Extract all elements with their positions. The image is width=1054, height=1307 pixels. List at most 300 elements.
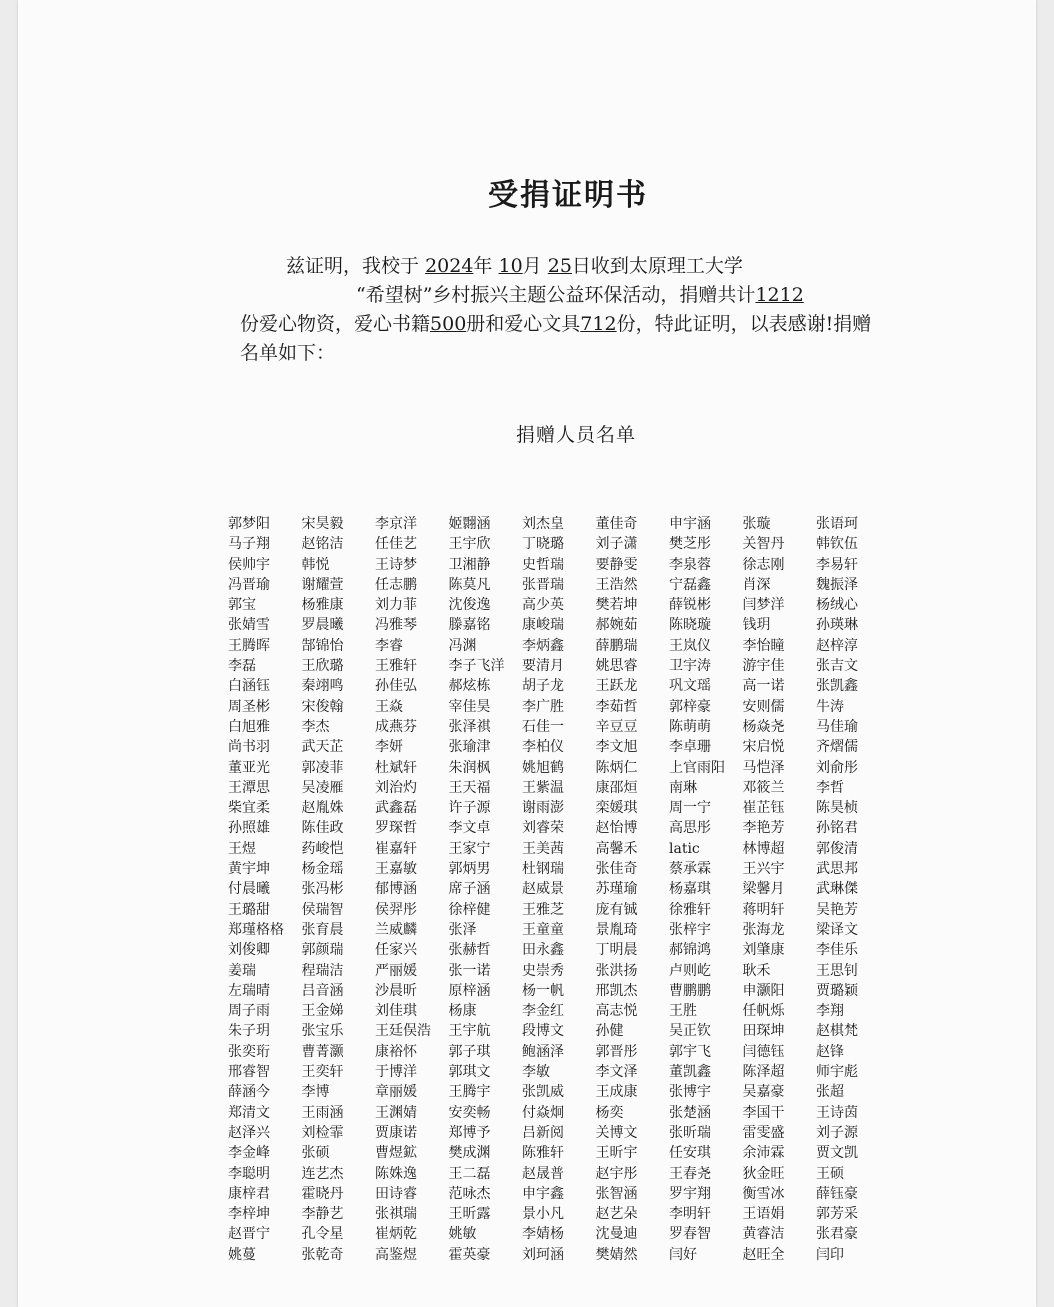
donor-name: 赵晋宁	[228, 1226, 270, 1243]
donor-name: 魏振泽	[816, 576, 858, 593]
donor-name: 闫德钰	[742, 1043, 785, 1060]
donor-name: 侯瑞智	[301, 901, 344, 918]
donor-name: 牛涛	[816, 698, 844, 715]
donor-name: 张一诺	[448, 962, 491, 979]
donor-name: 康邵烜	[595, 779, 638, 796]
donor-name: 李杰	[301, 718, 330, 735]
donor-name: 蔡承霖	[669, 861, 711, 878]
donor-name: 樊成渊	[448, 1145, 491, 1162]
donation-year: 2024	[425, 255, 474, 277]
donor-name: 李佳乐	[816, 942, 858, 959]
donor-name: 辛豆豆	[595, 718, 638, 735]
donor-name: 李静艺	[301, 1206, 344, 1223]
donor-name: 庞有铖	[595, 901, 638, 918]
donor-name: 冯雅琴	[375, 617, 417, 634]
donor-name: 姚旭鹤	[522, 759, 564, 776]
donor-name: 要清月	[522, 658, 564, 675]
donor-name: 赵泽兴	[228, 1124, 270, 1141]
donor-name: 闫好	[669, 1246, 697, 1263]
donor-name: 姜瑞	[228, 962, 256, 979]
para-after-total: 份爱心物资，爱心书籍	[240, 313, 431, 335]
donor-name: 康峻瑞	[522, 617, 564, 634]
donor-name: 贾康诺	[375, 1124, 417, 1141]
donor-name: 樊芝彤	[669, 536, 711, 553]
donation-month: 10	[498, 255, 523, 277]
donor-name: 郭芳采	[816, 1206, 858, 1223]
donor-name: 高馨禾	[595, 840, 638, 857]
donor-name: 郑清文	[228, 1104, 270, 1121]
donor-name: 安奕畅	[448, 1104, 491, 1121]
donor-name: 王嘉敏	[375, 861, 417, 878]
para-ending: 份，特此证明，以表感谢!捐赠名单如下：	[240, 313, 872, 364]
donor-name: 石佳一	[522, 718, 564, 735]
donor-name: 王诗茵	[816, 1104, 858, 1121]
donor-name: 赵梓淳	[816, 637, 858, 654]
donor-name: 李文卓	[448, 820, 491, 837]
donor-name: 刘子源	[816, 1124, 858, 1141]
donor-name: 任安琪	[669, 1145, 711, 1162]
donor-name: 罗春智	[669, 1226, 711, 1243]
donor-name: 王家宁	[448, 840, 491, 857]
donor-name: 刘子潇	[595, 536, 638, 553]
donor-name: 王天福	[448, 779, 491, 796]
donor-name: 罗晨曦	[301, 617, 344, 634]
donor-name: 李国干	[742, 1104, 785, 1121]
donor-name: 宋昊毅	[301, 516, 344, 532]
donor-name: 邢睿智	[228, 1064, 270, 1081]
donor-name: 杨奕	[595, 1104, 624, 1121]
donor-name: 张梓宇	[669, 921, 711, 938]
donor-name: 苏瑾瑜	[595, 881, 638, 898]
donor-name: 张语珂	[816, 516, 858, 532]
donor-name: 王浩然	[595, 576, 638, 593]
donor-name: 安则儒	[742, 698, 785, 715]
donor-name: 林博超	[742, 840, 785, 857]
donor-name: 范咏杰	[448, 1185, 491, 1202]
donor-name: 南琳	[669, 779, 697, 796]
donor-name: 孙照雄	[228, 820, 270, 837]
donor-name: 郜锦怡	[301, 637, 344, 654]
donor-name: 曹煜鉱	[375, 1145, 417, 1162]
donor-name: 周圣彬	[228, 698, 270, 715]
page-title: 受捐证明书	[488, 178, 648, 213]
donor-name: 任帆烁	[742, 1003, 785, 1020]
donor-name: 郭炳男	[448, 861, 491, 878]
donor-name: 杨康	[448, 1003, 477, 1020]
donor-name: 张乾奇	[301, 1246, 344, 1263]
donor-name: 武天芷	[301, 739, 344, 756]
donor-name: 侯羿彤	[375, 901, 417, 918]
donor-name: 樊婧然	[595, 1246, 638, 1263]
donor-name: 张奕珩	[228, 1043, 270, 1060]
donor-name: 赵铭洁	[301, 536, 344, 553]
donor-name: 齐熠儒	[816, 739, 858, 756]
donor-name: 李聪明	[228, 1165, 270, 1182]
donor-name: 吴正钦	[669, 1023, 711, 1040]
donor-name: 刘肇康	[742, 942, 785, 959]
donor-name: 程瑞洁	[301, 962, 344, 979]
donor-name: 沈曼迪	[595, 1226, 638, 1243]
donor-name: 田琛坤	[742, 1023, 785, 1040]
donor-name: 陈佳政	[301, 820, 344, 837]
donor-name: 李子飞洋	[448, 658, 505, 675]
donor-name: 赵锋	[816, 1043, 844, 1060]
donor-name: 闫梦洋	[742, 597, 785, 614]
donor-name: 郝锦鸿	[669, 942, 711, 959]
donor-name: 景小凡	[522, 1206, 564, 1223]
donor-name: 邢凯杰	[595, 982, 638, 999]
donor-name: 邓筱兰	[742, 779, 785, 796]
donor-name: 王雅轩	[375, 658, 417, 675]
donor-name: 黄宇坤	[228, 861, 270, 878]
donor-name: 郝婉茹	[595, 617, 638, 634]
donor-name: 李妍	[375, 739, 403, 756]
donor-name: 姚蔓	[228, 1246, 256, 1263]
donor-name: 王成康	[595, 1084, 638, 1101]
donor-name: 宰佳昊	[448, 698, 491, 715]
donor-name: 白旭雅	[228, 718, 270, 735]
donor-name: 宋俊翰	[301, 698, 344, 715]
donor-name: 兰威麟	[375, 921, 417, 938]
donor-name: 田永鑫	[522, 942, 564, 959]
donor-name: 张泽	[448, 921, 477, 938]
donor-name: 史崇秀	[522, 962, 564, 979]
donor-name: 刘珂涵	[522, 1246, 564, 1263]
donor-name: 赵宇彤	[595, 1165, 638, 1182]
donor-name: 张泽祺	[448, 718, 491, 735]
donor-name: 耿禾	[742, 962, 771, 979]
donor-name: 王诗梦	[375, 556, 417, 573]
donor-name: 刘俞彤	[816, 759, 858, 776]
donor-name: 王欣璐	[301, 658, 344, 675]
donor-name: 杜斌轩	[375, 759, 417, 776]
donor-name: 李卓珊	[669, 739, 711, 756]
donor-name: 关博文	[595, 1124, 638, 1141]
donor-name: 贾璐颖	[816, 982, 858, 999]
donor-name: 申宇涵	[669, 516, 711, 532]
donor-name: 李明轩	[669, 1206, 711, 1223]
donor-name: 吴凌雁	[301, 779, 344, 796]
donor-name: 郑瑾格格	[228, 921, 284, 938]
donor-name: 贾文凯	[816, 1145, 858, 1162]
donor-name: 孙健	[595, 1023, 624, 1040]
donor-name: 赵旺全	[742, 1246, 785, 1263]
donor-name: 王昕露	[448, 1206, 491, 1223]
donor-name: 张冯彬	[301, 881, 344, 898]
donor-name: 王奕轩	[301, 1064, 344, 1081]
donor-name: 李梓坤	[228, 1206, 270, 1223]
donor-name: 卫湘静	[448, 556, 491, 573]
donor-name: 王宇航	[448, 1023, 491, 1040]
donor-name: 李广胜	[522, 698, 564, 715]
donor-name: 徐志刚	[742, 556, 785, 573]
donor-name: 杨嘉琪	[669, 881, 711, 898]
donor-name: 张楚涵	[669, 1104, 711, 1121]
donor-name: 郭凌菲	[301, 759, 344, 776]
donor-name: 王美茜	[522, 840, 564, 857]
donor-name: 李文旭	[595, 739, 638, 756]
donor-name: 王岚仪	[669, 637, 711, 654]
donor-name: 罗琛哲	[375, 820, 417, 837]
donor-name: 陈姝逸	[375, 1165, 417, 1182]
donor-name: 郑博予	[448, 1124, 491, 1141]
donor-list-title: 捐赠人员名单	[516, 424, 637, 446]
donation-day: 25	[547, 255, 572, 277]
donor-name: 杨雅康	[301, 597, 344, 614]
donor-name: 高一诺	[742, 678, 785, 695]
donor-name: 要静雯	[595, 556, 638, 573]
donor-name: 杜钢瑞	[522, 861, 564, 878]
donor-name: 王思钊	[816, 962, 858, 979]
donor-name: 陈雅轩	[522, 1145, 564, 1162]
donor-name: 王潭思	[228, 779, 270, 796]
donor-name: 郭宝	[228, 597, 256, 614]
donor-name: 孙铭君	[816, 820, 858, 837]
donor-name: 张晋瑞	[522, 576, 564, 593]
donor-name: 申宇鑫	[522, 1185, 564, 1202]
donor-name: 关智丹	[742, 536, 785, 553]
donor-name: 韩钦伍	[816, 536, 858, 553]
donor-name: 张昕瑞	[669, 1124, 711, 1141]
donor-name: 卫宇涛	[669, 658, 711, 675]
donor-name: 姬翾涵	[448, 516, 491, 532]
donor-name: 上官雨阳	[669, 759, 725, 776]
donor-name: 胡子龙	[522, 678, 564, 695]
donor-name: 李磊	[228, 658, 256, 675]
total-count: 1212	[755, 284, 804, 306]
donor-name: 康裕怀	[375, 1043, 417, 1060]
year-suffix: 年	[473, 255, 493, 277]
donor-name: 朱润枫	[448, 759, 491, 776]
donor-name: 赵威景	[522, 881, 564, 898]
donor-name: 崔嘉轩	[375, 840, 417, 857]
donor-name: 王煜	[228, 840, 256, 857]
donor-name: 赵艺朵	[595, 1206, 638, 1223]
activity-text: “希望树”乡村振兴主题公益环保活动，捐赠共计	[356, 284, 756, 306]
donor-name: 刘俊卿	[228, 942, 270, 959]
donor-name: 孙佳弘	[375, 678, 417, 695]
donor-name: 衡雪冰	[742, 1185, 785, 1202]
donor-name: 马子翔	[228, 536, 270, 553]
donor-name: 张璇	[742, 516, 771, 532]
stationery-count: 712	[580, 313, 617, 335]
donor-name: 赵棋梵	[816, 1023, 858, 1040]
donor-name: 马恺泽	[742, 759, 785, 776]
donor-name: 武思邦	[816, 861, 858, 878]
donor-name: 滕嘉铭	[448, 617, 491, 634]
donor-name: 师宇彪	[816, 1064, 858, 1081]
donor-name: 许子源	[448, 800, 491, 817]
donor-name: 栾媛琪	[595, 800, 638, 817]
donor-name: 张君豪	[816, 1226, 858, 1243]
donor-name: 姚思睿	[595, 658, 638, 675]
donor-name: 陈莫凡	[448, 576, 491, 593]
donor-name: 李炳鑫	[522, 637, 564, 654]
donor-name: 任家兴	[375, 942, 417, 959]
donor-name: 王金娣	[301, 1003, 344, 1020]
donor-name: 刘杰皇	[522, 516, 564, 532]
donor-name: 吕音涵	[301, 982, 344, 999]
donor-name: 侯帅宇	[228, 556, 270, 573]
donor-name: 杨焱尧	[742, 718, 785, 735]
donor-name: 李睿	[375, 637, 403, 654]
donor-name: 席子涵	[448, 881, 491, 898]
donor-name: 宁磊鑫	[669, 576, 711, 593]
donor-name: 周子雨	[228, 1003, 270, 1020]
donor-name: 武琳傑	[816, 881, 858, 898]
donor-name: 李艳芳	[742, 820, 785, 837]
donor-name: 武鑫磊	[375, 800, 417, 817]
donor-name: 朱子玥	[228, 1023, 270, 1040]
donor-name: 张育晨	[301, 921, 344, 938]
donor-name: 王硕	[816, 1165, 844, 1182]
donor-name: 成燕芬	[375, 718, 417, 735]
donor-name: 李怡瞳	[742, 637, 785, 654]
donor-name: 陈泽超	[742, 1064, 785, 1081]
donor-name: 沈俊逸	[448, 597, 491, 614]
donor-name: 郭宇飞	[669, 1043, 711, 1060]
donor-name: 霍英豪	[448, 1246, 491, 1263]
donor-name: 张博宇	[669, 1084, 711, 1101]
donor-name: 张祺瑞	[375, 1206, 417, 1223]
donor-name: 李金峰	[228, 1145, 270, 1162]
donor-name: 田诗睿	[375, 1185, 417, 1202]
donor-name: 张超	[816, 1084, 844, 1101]
books-count: 500	[430, 313, 467, 335]
donor-name: 李翔	[816, 1003, 844, 1020]
donor-name: 刘治灼	[375, 779, 417, 796]
donor-name: 于博洋	[375, 1064, 417, 1081]
donor-name: 刘力菲	[375, 597, 417, 614]
donor-name: 郭颜瑞	[301, 942, 344, 959]
donor-name: 丁明晨	[595, 942, 638, 959]
donor-name: 李婧杨	[522, 1226, 564, 1243]
donor-name: 孙瑛琳	[816, 617, 858, 634]
donor-name: 董亚光	[228, 759, 270, 776]
donor-name: 李柏仪	[522, 739, 564, 756]
donor-name: 霍晓丹	[301, 1185, 344, 1202]
donor-name: 孔令星	[301, 1226, 344, 1243]
donor-name: 赵晟普	[522, 1165, 564, 1182]
donor-name: 李文泽	[595, 1064, 638, 1081]
donor-name: 严丽媛	[375, 962, 417, 979]
donor-name: 康梓君	[228, 1185, 270, 1202]
certificate-paragraph	[240, 252, 880, 368]
donor-name: 高志悦	[595, 1003, 638, 1020]
donor-name: latic	[669, 840, 700, 857]
donor-name: 杨金瑶	[301, 861, 344, 878]
donor-name: 钱玥	[742, 617, 771, 634]
donor-name: 韩悦	[301, 556, 330, 573]
donor-name: 闫印	[816, 1246, 844, 1263]
donor-name: 徐梓健	[448, 901, 491, 918]
donor-name: 药峻恺	[301, 840, 344, 857]
donor-name: 王兴宇	[742, 861, 785, 878]
donor-name: 赵胤姝	[301, 800, 344, 817]
donor-name: 陈炳仁	[595, 759, 638, 776]
donor-name: 景胤琦	[595, 921, 638, 938]
donor-name: 陈萌萌	[669, 718, 711, 735]
donor-name: 张佳奇	[595, 861, 638, 878]
donor-name: 刘检霏	[301, 1124, 344, 1141]
donor-name: 王璐甜	[228, 901, 270, 918]
donor-name: 高鉴煜	[375, 1246, 417, 1263]
donor-name: 付晨曦	[228, 881, 270, 898]
donor-name: 罗宇翔	[669, 1185, 711, 1202]
donor-name: 王渊婧	[375, 1104, 417, 1121]
donor-name: 沙晨昕	[375, 982, 417, 999]
donor-name: 游宇佳	[742, 658, 785, 675]
donor-name: 张瑜津	[448, 739, 491, 756]
donor-name: 王二磊	[448, 1165, 491, 1182]
donor-name: 王腾晖	[228, 637, 270, 654]
donor-name: 陈昊桢	[816, 800, 858, 817]
donor-name: 雷雯盛	[742, 1124, 785, 1141]
donor-name: 蒋明轩	[742, 901, 785, 918]
donor-name: 梁译文	[816, 921, 858, 938]
donor-name: 刘佳琪	[375, 1003, 417, 1020]
donor-name: 郭梓豪	[669, 698, 711, 715]
donor-name: 王焱	[375, 698, 403, 715]
donor-name: 连艺杰	[301, 1165, 344, 1182]
donor-name: 王紫温	[522, 779, 564, 796]
donor-name: 郝炫栋	[448, 678, 491, 695]
donor-name: 张海龙	[742, 921, 785, 938]
donor-name: 姚敏	[448, 1226, 477, 1243]
donor-name: 张赫哲	[448, 942, 491, 959]
donor-name: 巩文瑶	[669, 678, 711, 695]
donor-name: 冯渊	[448, 637, 477, 654]
donor-name: 吕新阅	[522, 1124, 564, 1141]
donor-name: 杨一帆	[522, 982, 564, 999]
donor-name: 张婧雪	[228, 617, 270, 634]
donor-name: 肖深	[742, 576, 771, 593]
donor-name: 卢则屹	[669, 962, 711, 979]
donor-name: 狄金旺	[742, 1165, 785, 1182]
donor-name: 王语娟	[742, 1206, 785, 1223]
donor-name: 王腾宇	[448, 1084, 491, 1101]
donor-name: 王春尧	[669, 1165, 711, 1182]
donor-name: 郭琪文	[448, 1064, 491, 1081]
donor-name: 张吉文	[816, 658, 858, 675]
donor-name: 郭子琪	[448, 1043, 491, 1060]
donor-name: 李金红	[522, 1003, 564, 1020]
donor-name: 任志鹏	[375, 576, 417, 593]
donor-name: 梁馨月	[742, 881, 785, 898]
donor-name: 宋启悦	[742, 739, 785, 756]
donor-name: 付焱炯	[522, 1104, 564, 1121]
donor-name: 郭梦阳	[228, 516, 270, 532]
donor-name: 薛锐彬	[669, 597, 711, 614]
donor-name: 曹菁灏	[301, 1043, 344, 1060]
donor-name: 王昕宇	[595, 1145, 638, 1162]
donor-name: 薛钰豪	[816, 1185, 858, 1202]
donor-name: 张凯鑫	[816, 678, 858, 695]
donor-name: 张洪扬	[595, 962, 638, 979]
donor-name: 李京洋	[375, 516, 417, 532]
donor-name: 郭俊清	[816, 840, 858, 857]
donor-name: 李敏	[522, 1064, 550, 1081]
donor-name: 吴艳芳	[816, 901, 858, 918]
donor-name: 李博	[301, 1084, 330, 1101]
donor-name: 赵怡博	[595, 820, 638, 837]
donor-name: 王胜	[669, 1003, 697, 1020]
donor-name: 薛涵今	[228, 1084, 270, 1101]
donor-name: 王宇欣	[448, 536, 491, 553]
donor-name: 郁博涵	[375, 881, 417, 898]
donor-name: 董佳奇	[595, 516, 638, 532]
donor-name: 左瑞晴	[228, 982, 270, 999]
